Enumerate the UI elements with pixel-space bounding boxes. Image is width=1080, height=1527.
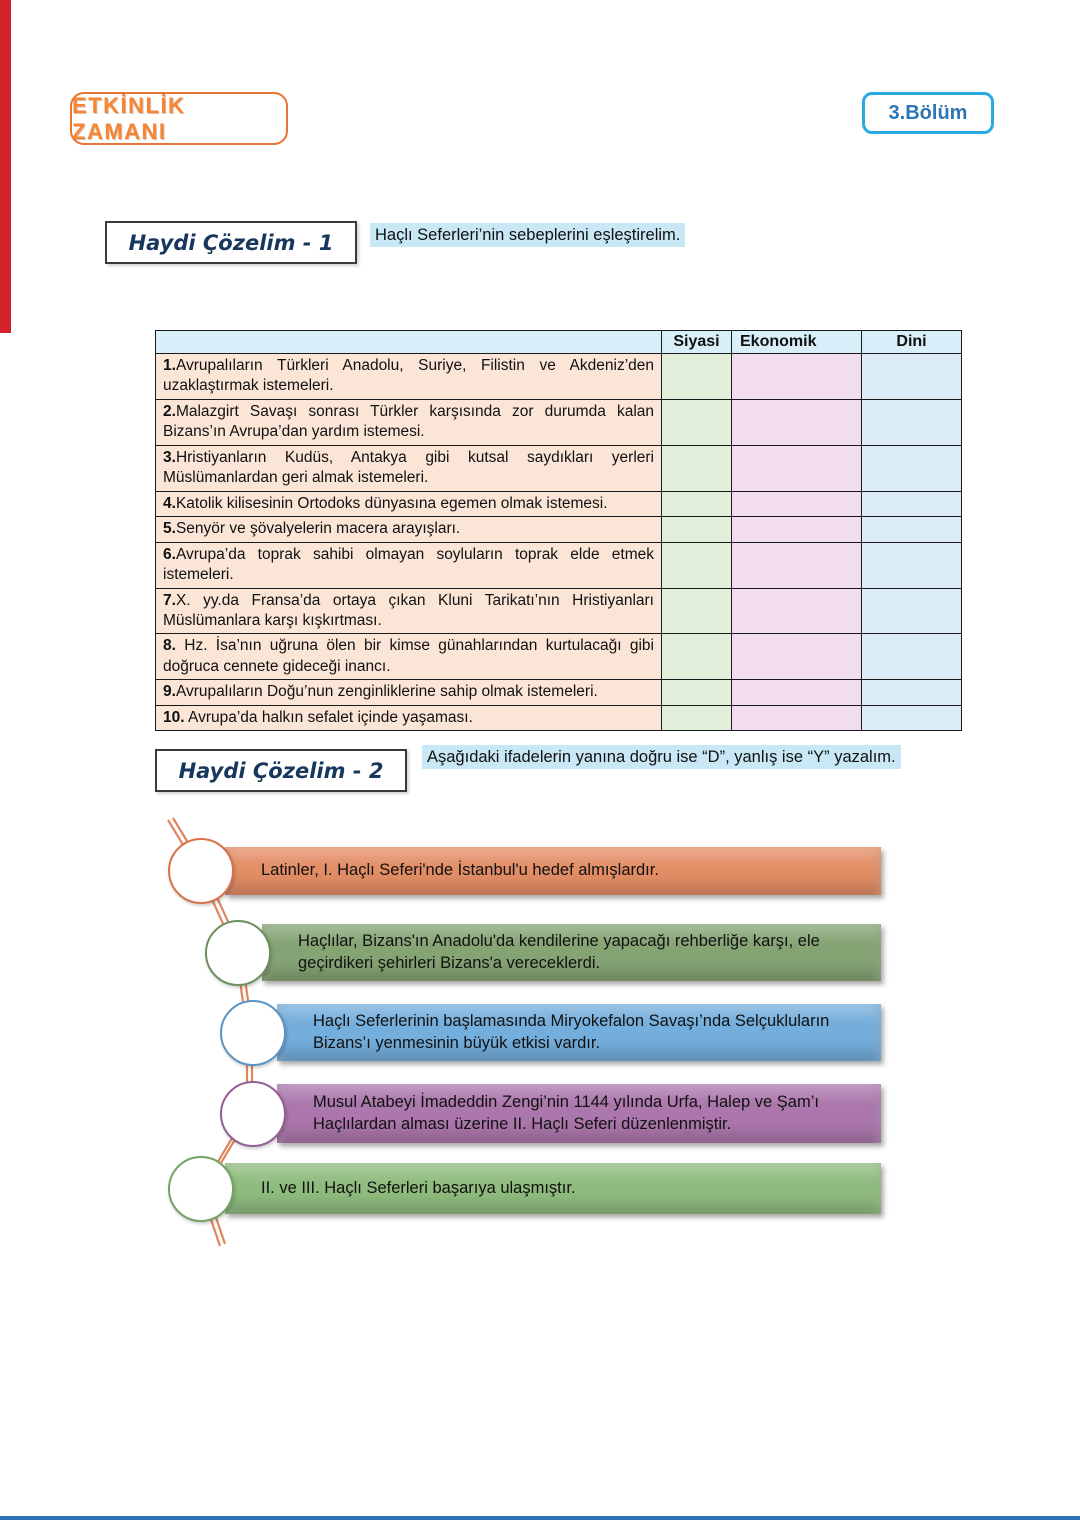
cause-statement-cell: 8. Hz. İsa’nın uğruna ölen bir kimse günahlarından kurtulacağı gibi doğruca cennete gideceği inancı. bbox=[156, 634, 662, 680]
siyasi-answer-cell[interactable] bbox=[662, 705, 732, 730]
dini-answer-cell[interactable] bbox=[862, 680, 962, 705]
ekonomik-answer-cell[interactable] bbox=[732, 399, 862, 445]
table-row bbox=[156, 445, 962, 491]
corner-cell bbox=[156, 331, 662, 354]
bottom-border-rule bbox=[0, 1516, 1080, 1520]
cause-statement-cell: 6.Avrupa’da toprak sahibi olmayan soyluların toprak elde etmek istemeleri. bbox=[156, 542, 662, 588]
activity1-title-box bbox=[105, 221, 357, 264]
dini-answer-cell[interactable] bbox=[862, 354, 962, 400]
table-row bbox=[156, 542, 962, 588]
activity1-title: Haydi Çözelim - 1 bbox=[128, 230, 334, 255]
cause-statement-cell: 5.Senyör ve şövalyelerin macera arayışları. bbox=[156, 517, 662, 542]
column-header-ekonomik: Ekonomik bbox=[732, 331, 862, 354]
activity2-instruction: Aşağıdaki ifadelerin yanına doğru ise “D”, yanlış ise “Y” yazalım. bbox=[422, 748, 901, 767]
dy-answer-circle[interactable] bbox=[220, 1081, 286, 1147]
matching-table-header bbox=[156, 331, 962, 354]
dini-answer-cell[interactable] bbox=[862, 517, 962, 542]
statement-text: Haçlı Seferlerinin başlamasında Miryokefalon Savaşı’nda Selçukluların Bizans’ı yenmesinin büyük etkisi vardır. bbox=[313, 1012, 830, 1052]
cause-statement-cell: 7.X. yy.da Fransa’da ortaya çıkan Kluni Tarikatı’nın Hristiyanları Müslümanlara karşı kışkırtması. bbox=[156, 588, 662, 634]
section-badge-label: 3.Bölüm bbox=[888, 101, 968, 124]
statement-text: II. ve III. Haçlı Seferleri başarıya ulaşmıştır. bbox=[261, 1178, 576, 1197]
table-row bbox=[156, 588, 962, 634]
matching-table-body bbox=[156, 354, 962, 731]
ekonomik-answer-cell[interactable] bbox=[732, 634, 862, 680]
dy-answer-circle[interactable] bbox=[205, 920, 271, 986]
cause-statement-cell: 4.Katolik kilisesinin Ortodoks dünyasına egemen olmak istemesi. bbox=[156, 491, 662, 516]
ekonomik-answer-cell[interactable] bbox=[732, 354, 862, 400]
dini-answer-cell[interactable] bbox=[862, 491, 962, 516]
activity1-instruction: Haçlı Seferleri’nin sebeplerini eşleştirelim. bbox=[370, 226, 685, 245]
dy-answer-circle[interactable] bbox=[168, 838, 234, 904]
cause-statement-cell: 9.Avrupalıların Doğu’nun zenginliklerine sahip olmak istemeleri. bbox=[156, 680, 662, 705]
dini-answer-cell[interactable] bbox=[862, 542, 962, 588]
activity2-title: Haydi Çözelim - 2 bbox=[178, 758, 384, 783]
matching-table bbox=[155, 330, 962, 731]
table-row bbox=[156, 680, 962, 705]
ekonomik-answer-cell[interactable] bbox=[732, 445, 862, 491]
siyasi-answer-cell[interactable] bbox=[662, 680, 732, 705]
siyasi-answer-cell[interactable] bbox=[662, 491, 732, 516]
siyasi-answer-cell[interactable] bbox=[662, 517, 732, 542]
dini-answer-cell[interactable] bbox=[862, 445, 962, 491]
dini-answer-cell[interactable] bbox=[862, 705, 962, 730]
column-header-siyasi: Siyasi bbox=[662, 331, 732, 354]
dy-answer-circle[interactable] bbox=[220, 1000, 286, 1066]
cause-statement-cell: 1.Avrupalıların Türkleri Anadolu, Suriye, Filistin ve Akdeniz’den uzaklaştırmak istemeleri. bbox=[156, 354, 662, 400]
cause-statement-cell: 10. Avrupa’da halkın sefalet içinde yaşaması. bbox=[156, 705, 662, 730]
siyasi-answer-cell[interactable] bbox=[662, 354, 732, 400]
dini-answer-cell[interactable] bbox=[862, 399, 962, 445]
column-header-dini: Dini bbox=[862, 331, 962, 354]
statement-bar bbox=[277, 1004, 881, 1061]
ekonomik-answer-cell[interactable] bbox=[732, 491, 862, 516]
siyasi-answer-cell[interactable] bbox=[662, 542, 732, 588]
ekonomik-answer-cell[interactable] bbox=[732, 542, 862, 588]
table-row bbox=[156, 491, 962, 516]
ekonomik-answer-cell[interactable] bbox=[732, 517, 862, 542]
ekonomik-answer-cell[interactable] bbox=[732, 588, 862, 634]
statement-bar bbox=[262, 924, 881, 981]
siyasi-answer-cell[interactable] bbox=[662, 445, 732, 491]
dini-answer-cell[interactable] bbox=[862, 634, 962, 680]
header-row bbox=[156, 331, 962, 354]
table-row bbox=[156, 517, 962, 542]
statement-text: Musul Atabeyi İmadeddin Zengi’nin 1144 yılında Urfa, Halep ve Şam’ı Haçlılardan alması üzerine II. Haçlı Seferi düzenlenmiştir. bbox=[313, 1093, 819, 1133]
statement-bar bbox=[277, 1084, 881, 1143]
cause-statement-cell: 3.Hristiyanların Kudüs, Antakya gibi kutsal saydıkları yerleri Müslümanlardan geri almak istemeleri. bbox=[156, 445, 662, 491]
dy-answer-circle[interactable] bbox=[168, 1156, 234, 1222]
dini-answer-cell[interactable] bbox=[862, 588, 962, 634]
siyasi-answer-cell[interactable] bbox=[662, 634, 732, 680]
ekonomik-answer-cell[interactable] bbox=[732, 680, 862, 705]
statement-bar bbox=[225, 847, 881, 895]
ekonomik-answer-cell[interactable] bbox=[732, 705, 862, 730]
table-row bbox=[156, 354, 962, 400]
cause-statement-cell: 2.Malazgirt Savaşı sonrası Türkler karşısında zor durumda kalan Bizans’ın Avrupa’dan yardım istemesi. bbox=[156, 399, 662, 445]
etkinlik-zamani-logo bbox=[70, 92, 288, 145]
section-badge bbox=[862, 92, 994, 134]
activity2-title-box bbox=[155, 749, 407, 792]
table-row bbox=[156, 634, 962, 680]
siyasi-answer-cell[interactable] bbox=[662, 588, 732, 634]
statement-text: Haçlılar, Bizans'ın Anadolu'da kendilerine yapacağı rehberliğe karşı, ele geçirdikeri şehirleri Bizans'a vereceklerdi. bbox=[298, 932, 820, 972]
table-row bbox=[156, 705, 962, 730]
statement-text: Latinler, I. Haçlı Seferi'nde İstanbul'u hedef almışlardır. bbox=[261, 861, 659, 880]
table-row bbox=[156, 399, 962, 445]
logo-text: ETKİNLİK ZAMANI bbox=[72, 92, 186, 144]
statement-bar bbox=[225, 1163, 881, 1214]
siyasi-answer-cell[interactable] bbox=[662, 399, 732, 445]
left-accent-bar bbox=[0, 0, 11, 333]
